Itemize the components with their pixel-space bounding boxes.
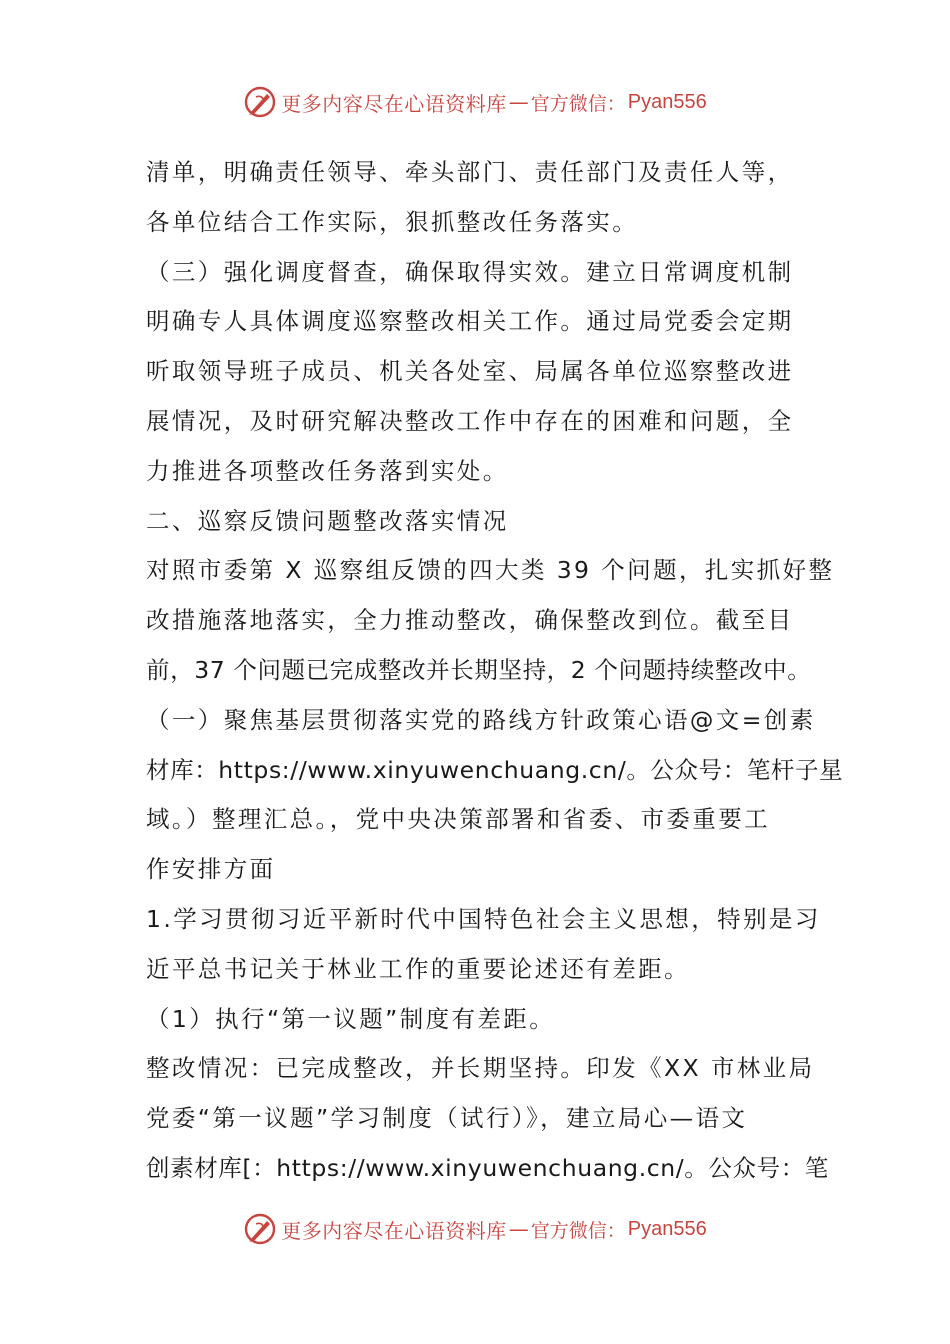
body-line: 对照市委第 X 巡察组反馈的四大类 39 个问题，扎实抓好整 bbox=[146, 556, 835, 585]
body-line: 域。）整理汇总。，党中央决策部署和省委、市委重要工 bbox=[146, 805, 770, 834]
body-line: （一）聚焦基层贯彻落实党的路线方针政策心语@文=创素 bbox=[146, 705, 816, 734]
banner-label: 官方微信： bbox=[530, 92, 626, 115]
pen-logo-icon bbox=[243, 85, 277, 119]
body-line: 各单位结合工作实际，狠抓整改任务落实。 bbox=[146, 207, 639, 236]
body-line: 整改情况：已完成整改，并长期坚持。印发《XX 市林业局 bbox=[146, 1054, 815, 1083]
banner-label: 官方微信： bbox=[530, 1219, 626, 1242]
banner-wechat-id: Pyan556 bbox=[627, 1217, 707, 1240]
body-line: 听取领导班子成员、机关各处室、局属各单位巡察整改进 bbox=[146, 357, 794, 386]
body-line: 材库：https://www.xinyuwenchuang.cn/。公众号：笔杆子星 bbox=[146, 755, 844, 784]
body-line: 创素材库[：https://www.xinyuwenchuang.cn/。公众号：笔 bbox=[146, 1153, 829, 1182]
body-line: 清单，明确责任领导、牵头部门、责任部门及责任人等， bbox=[146, 158, 794, 186]
body-line: 1.学习贯彻习近平新时代中国特色社会主义思想，特别是习 bbox=[146, 904, 821, 933]
body-line: （三）强化调度督查，确保取得实效。建立日常调度机制 bbox=[146, 257, 794, 286]
body-line: 近平总书记关于林业工作的重要论述还有差距。 bbox=[146, 954, 690, 983]
banner-dash: — bbox=[508, 1217, 529, 1241]
banner-text: 更多内容尽在心语资料库 bbox=[281, 91, 507, 116]
header-banner bbox=[0, 80, 950, 124]
section-heading: 二、巡察反馈问题整改落实情况 bbox=[146, 506, 509, 535]
banner-wechat-id: Pyan556 bbox=[627, 90, 707, 113]
pen-logo-icon bbox=[243, 1212, 277, 1246]
body-line: 作安排方面 bbox=[146, 855, 276, 884]
body-line: 前，37 个问题已完成整改并长期坚持，2 个问题持续整改中。 bbox=[146, 655, 812, 684]
body-line: 党委“第一议题”学习制度（试行）》，建立局心—语文 bbox=[146, 1104, 748, 1133]
body-line: 明确专人具体调度巡察整改相关工作。通过局党委会定期 bbox=[146, 307, 794, 336]
document-body bbox=[146, 148, 844, 1194]
banner-dash: — bbox=[508, 90, 529, 114]
banner-text: 更多内容尽在心语资料库 bbox=[281, 1218, 507, 1243]
body-line: 力推进各项整改任务落到实处。 bbox=[146, 456, 509, 485]
body-line: 展情况，及时研究解决整改工作中存在的困难和问题，全 bbox=[146, 406, 794, 435]
footer-banner bbox=[0, 1207, 950, 1251]
body-line: 改措施落地落实，全力推动整改，确保整改到位。截至目 bbox=[146, 606, 794, 635]
body-line: （1）执行“第一议题”制度有差距。 bbox=[146, 1004, 556, 1033]
